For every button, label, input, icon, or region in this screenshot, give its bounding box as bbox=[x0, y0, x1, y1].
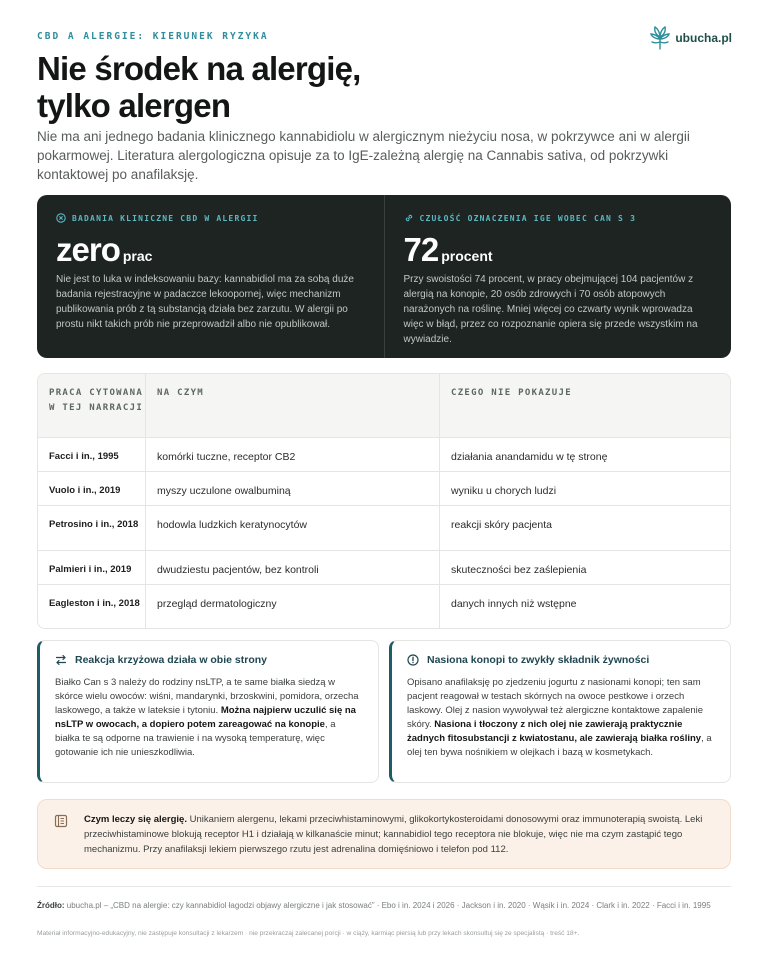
cell-limitation: skuteczności bez zaślepienia bbox=[451, 564, 587, 576]
cell-citation: Facci i in., 1995 bbox=[38, 438, 146, 471]
table-row bbox=[38, 550, 730, 584]
cell-citation: Petrosino i in., 2018 bbox=[38, 506, 146, 550]
callout-heading: Czym leczy się alergię. bbox=[84, 814, 187, 825]
x-circle-icon bbox=[56, 213, 66, 223]
table-row bbox=[38, 584, 730, 628]
column-header-limitation: CZEGO NIE POKAZUJE bbox=[451, 388, 572, 398]
stat-label-text: CZUŁOŚĆ OZNACZENIA IGE WOBEC CAN S 3 bbox=[419, 213, 637, 223]
table-row bbox=[38, 437, 730, 471]
card-body bbox=[407, 676, 714, 760]
cell-limitation: reakcji skóry pacjenta bbox=[451, 519, 552, 531]
column-header-subject: NA CZYM bbox=[146, 374, 440, 437]
cell-citation: Vuolo i in., 2019 bbox=[38, 472, 146, 505]
sources-list: ubucha.pl – „CBD na alergie: czy kannabidiol łagodzi objawy alergiczne i jak stosować” · Ebo i in. 2024 i 2026 · Jackson i in. 2020 · Wąsik i in. 2024 · Clark i in. 2022 · Facci i in. 1995 bbox=[64, 901, 711, 910]
stat-label-text: BADANIA KLINICZNE CBD W ALERGII bbox=[72, 213, 259, 223]
cell-subject: przegląd dermatologiczny bbox=[146, 585, 440, 628]
table-header-row bbox=[38, 374, 730, 437]
callout-text bbox=[84, 812, 712, 857]
stat-value bbox=[56, 232, 364, 268]
stat-label bbox=[404, 213, 712, 223]
document-icon bbox=[54, 814, 68, 828]
stat-clinical-trials bbox=[37, 195, 384, 358]
cell-limitation: danych innych niż wstępne bbox=[451, 598, 577, 610]
card-body-text: , a olej ten bywa nośnikiem w olejkach i bazą w kosmetykach. bbox=[407, 733, 712, 758]
table-row bbox=[38, 505, 730, 550]
cell-subject: hodowla ludzkich keratynocytów bbox=[146, 506, 440, 550]
card-body-text: Opisano anafilaksję po zjedzeniu jogurtu z nasionami konopi; ten sam pacjent reagował w testach skórnych na owoce pestkowe i orzech laskowy. Olej z nasion wywoływał też alergiczne kontaktowe zapalenie skóry. bbox=[407, 677, 704, 730]
stat-number: 72 bbox=[403, 231, 439, 268]
footer-divider bbox=[37, 886, 731, 887]
cited-papers-table bbox=[37, 373, 731, 629]
cell-subject: komórki tuczne, receptor CB2 bbox=[146, 438, 440, 471]
column-header-paper: PRACA CYTOWANA W TEJ NARRACJI bbox=[38, 374, 146, 437]
stat-number: zero bbox=[56, 231, 120, 268]
cell-subject: myszy uczulone owalbuminą bbox=[146, 472, 440, 505]
page-title bbox=[37, 50, 557, 124]
cell-citation: Eagleston i in., 2018 bbox=[38, 585, 146, 628]
stat-description: Przy swoistości 74 procent, w pracy obejmującej 104 pacjentów z alergią na konopie, 20 osób zdrowych i 70 osób atopowych narażonych na roślinę. Mniej więcej co czwarty wynik wprowadza więc w błąd, przez co rozpoznanie opiera się przede wszystkim na wywiadzie. bbox=[403, 274, 698, 345]
stat-unit: prac bbox=[122, 248, 153, 264]
card-title bbox=[407, 654, 714, 666]
card-cross-reactivity bbox=[37, 640, 379, 783]
stat-unit: procent bbox=[441, 248, 493, 264]
disclaimer: Materiał informacyjno-edukacyjny, nie zastępuje konsultacji z lekarzem · nie przekraczaj zalecanej porcji · w ciąży, karmiąc piersią lub przy lekach skonsultuj się ze specjalistą · treść 18+. bbox=[37, 930, 580, 937]
title-line-1: Nie środek na alergię, bbox=[37, 50, 361, 87]
link-icon bbox=[404, 213, 414, 223]
card-body-emphasis: Można najpierw uczulić się na nsLTP w owocach, a dopiero potem zareagować na konopie bbox=[55, 705, 356, 730]
cannabis-leaf-icon bbox=[650, 25, 670, 51]
cell-subject: dwudziestu pacjentów, bez kontroli bbox=[146, 551, 440, 584]
stat-description: Nie jest to luka w indeksowaniu bazy: kannabidiol ma za sobą duże badania rejestracyjne w padaczce lekoopornej, więc mechanizm publikowania prób z tą substancją działa bez zarzutu. W alergii po prostu nikt takich prób nie przeprowadził albo nie opublikował. bbox=[56, 274, 354, 330]
card-body-text: Białko Can s 3 należy do rodziny nsLTP, a te same białka siedzą w skórce wielu owoców: wiśni, mandarynki, brzoskwini, pomidora, orzecha laskowego, a także w lateksie i tytoniu. bbox=[55, 677, 359, 716]
stats-panel bbox=[37, 195, 731, 358]
eyebrow: CBD A ALERGIE: KIERUNEK RYZYKA bbox=[37, 31, 269, 42]
table-row bbox=[38, 471, 730, 505]
card-title-text: Reakcja krzyżowa działa w obie strony bbox=[75, 654, 267, 666]
cell-citation: Palmieri i in., 2019 bbox=[38, 551, 146, 584]
stat-ige-sensitivity bbox=[384, 195, 732, 358]
info-cards bbox=[37, 640, 731, 783]
alert-circle-icon bbox=[407, 654, 419, 666]
lead-paragraph: Nie ma ani jednego badania klinicznego kannabidiolu w alergicznym nieżyciu nosa, w pokrzywce ani w alergii pokarmowej. Literatura alergologiczna opisuje za to IgE-zależną alergię na Cannabis sativa, od pokrzywki kontaktowej po anafilaksję. bbox=[37, 129, 690, 182]
sources-label: Źródło: bbox=[37, 901, 65, 910]
treatment-callout bbox=[37, 799, 731, 869]
brand-name: ubucha.pl bbox=[675, 31, 732, 45]
brand-logo[interactable] bbox=[650, 25, 732, 51]
card-body-text: , a białka te są odporne na trawienie i na wysoką temperaturę, więc gotowanie ich nie unieszkodliwia. bbox=[55, 719, 336, 758]
title-line-2: tylko alergen bbox=[37, 87, 231, 124]
cell-limitation: działania anandamidu w tę stronę bbox=[451, 451, 608, 463]
card-body-emphasis: Nasiona i tłoczony z nich olej nie zawierają praktycznie żadnych fitosubstancji z kwiatostanu, ale zawierają białka rośliny bbox=[407, 719, 702, 744]
stat-value bbox=[404, 232, 712, 268]
stat-label bbox=[56, 213, 364, 223]
callout-body: Unikaniem alergenu, lekami przeciwhistaminowymi, glikokortykosteroidami donosowymi oraz immunoterapią swoistą. Leki przeciwhistaminowe blokują receptor H1 i działają w kilkanaście minut; kannabidiol tego receptora nie blokuje, więc nie ma czym zastąpić tego mechanizmu. Przy anafilaksji lekiem pierwszego rzutu jest adrenalina domięśniowo i telefon pod 112. bbox=[84, 814, 703, 855]
card-title-text: Nasiona konopi to zwykły składnik żywności bbox=[427, 654, 650, 666]
sources-line bbox=[37, 900, 731, 912]
card-title bbox=[55, 654, 362, 666]
swap-arrows-icon bbox=[55, 654, 67, 666]
cell-limitation: wyniku u chorych ludzi bbox=[451, 485, 557, 497]
card-body bbox=[55, 676, 362, 760]
card-hemp-seeds bbox=[389, 640, 731, 783]
